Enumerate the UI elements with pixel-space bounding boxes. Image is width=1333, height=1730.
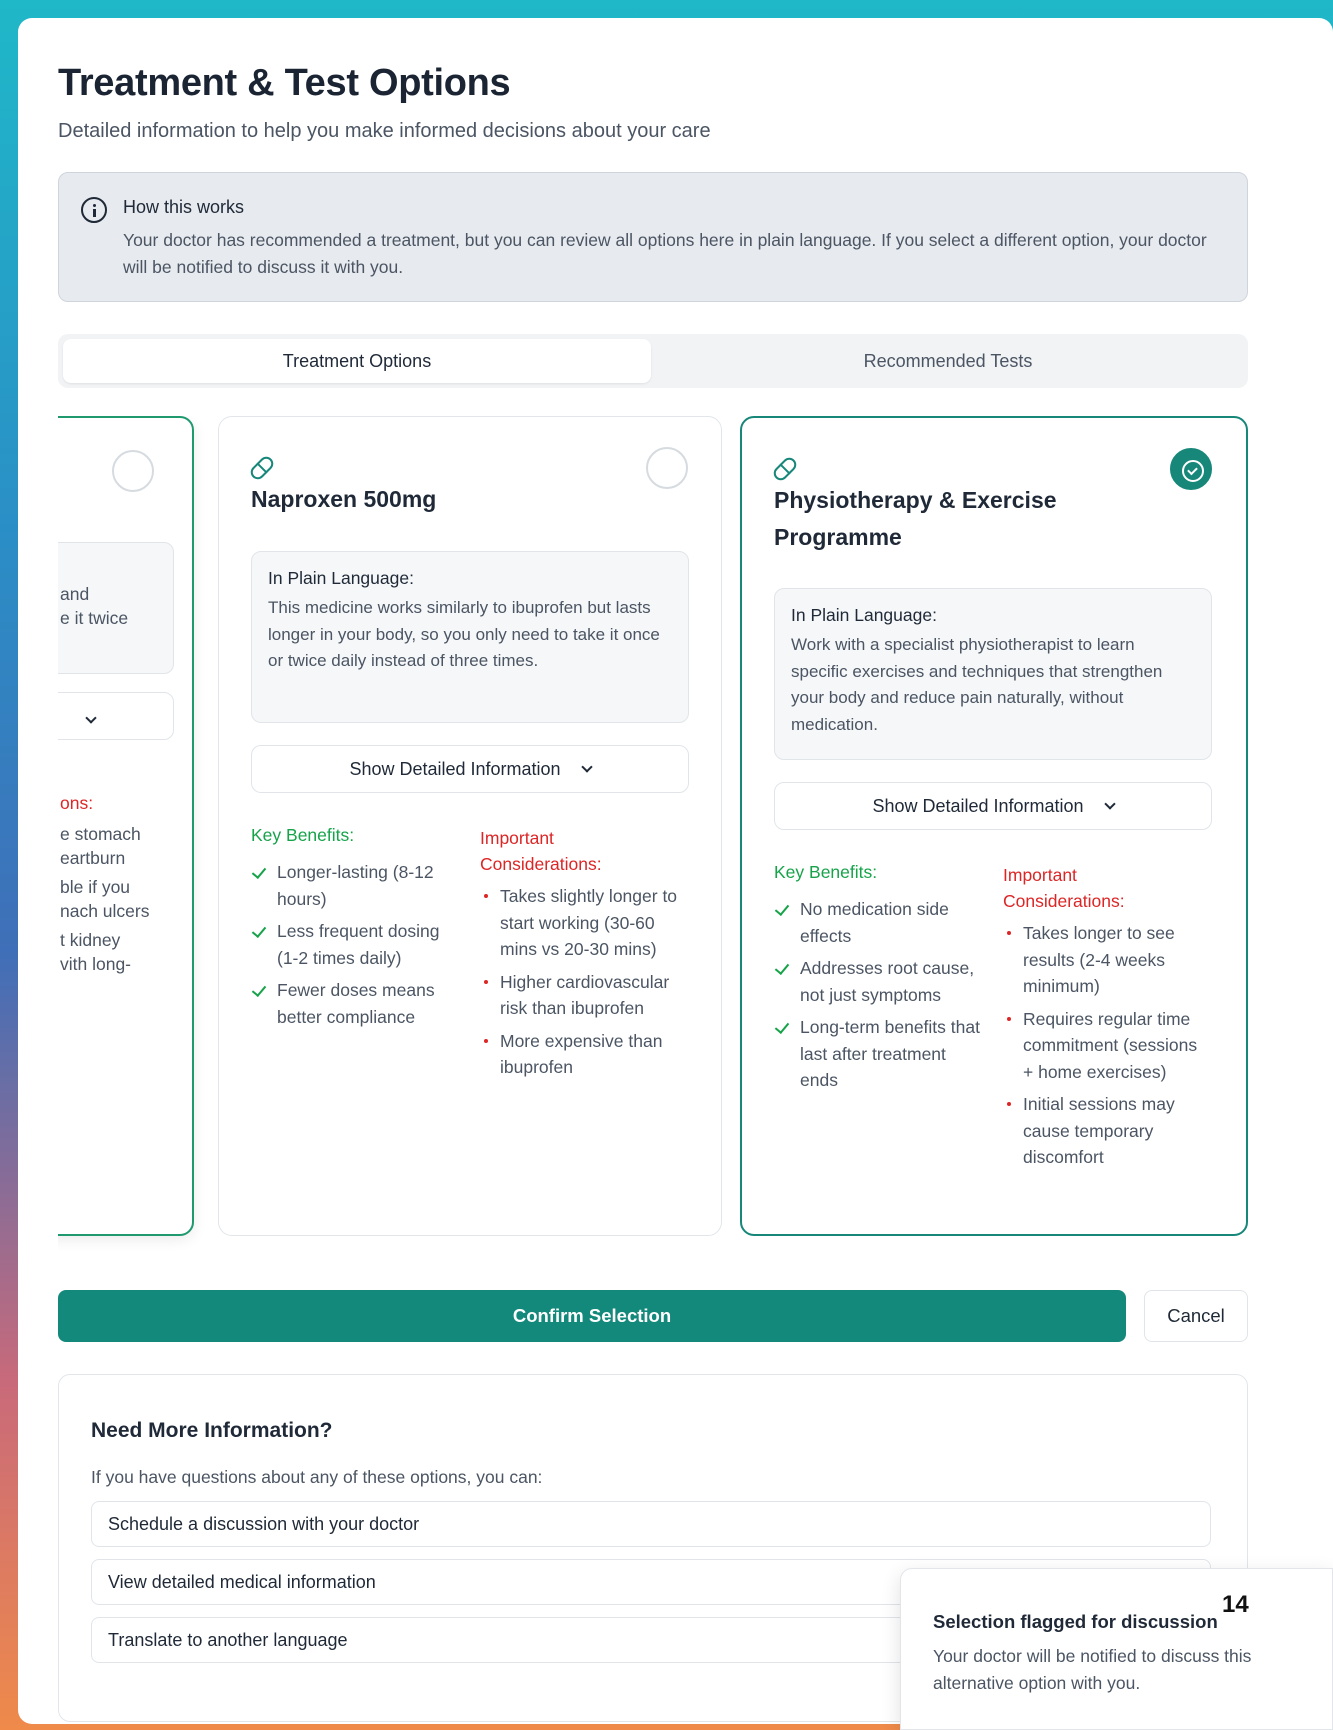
more-info-subtitle: If you have questions about any of these options, you can: bbox=[91, 1467, 543, 1487]
info-text: Your doctor has recommended a treatment, but you can review all options here in plain language. If you select a different option, your doctor will be notified to discuss it with you. bbox=[123, 230, 1207, 277]
consideration-item: Takes longer to see results (2-4 weeks minimum) bbox=[1003, 920, 1203, 1000]
toast-title: Selection flagged for discussion bbox=[933, 1611, 1218, 1632]
benefits-list bbox=[251, 859, 461, 1036]
option-radio[interactable] bbox=[112, 450, 154, 492]
main-panel bbox=[18, 18, 1333, 1724]
benefit-item: No medication side effects bbox=[774, 896, 984, 949]
plain-language-box bbox=[774, 588, 1212, 760]
toast-text: Your doctor will be notified to discuss this alternative option with you. bbox=[933, 1646, 1252, 1693]
tab-recommended-tests[interactable]: Recommended Tests bbox=[863, 350, 1033, 371]
consideration-item: Requires regular time commitment (sessions + home exercises) bbox=[1003, 1006, 1203, 1086]
show-details-button[interactable] bbox=[774, 782, 1212, 830]
schedule-discussion-button[interactable]: Schedule a discussion with your doctor bbox=[91, 1501, 1211, 1547]
option-card-naproxen[interactable] bbox=[218, 416, 722, 1236]
option-card-partial[interactable] bbox=[58, 416, 194, 1236]
info-icon bbox=[81, 197, 107, 223]
plain-language-box bbox=[251, 551, 689, 723]
benefit-item: Long-term benefits that last after treatment ends bbox=[774, 1014, 984, 1094]
plain-language-heading: In Plain Language: bbox=[791, 605, 937, 625]
benefits-heading: Key Benefits: bbox=[251, 825, 355, 845]
benefit-item: Fewer doses means better compliance bbox=[251, 977, 461, 1030]
tab-bar bbox=[58, 334, 1248, 388]
consideration-fragment: eartburn bbox=[60, 848, 126, 868]
consideration-fragment: t kidney bbox=[60, 930, 121, 950]
show-details-button[interactable] bbox=[251, 745, 689, 793]
selected-check-icon[interactable] bbox=[1170, 448, 1212, 490]
benefit-item: Longer-lasting (8-12 hours) bbox=[251, 859, 461, 912]
consideration-fragment: nach ulcers bbox=[60, 901, 150, 921]
chevron-down-icon bbox=[85, 712, 96, 723]
show-details-button[interactable] bbox=[58, 692, 174, 740]
more-info-title: Need More Information? bbox=[91, 1419, 333, 1442]
cancel-button[interactable]: Cancel bbox=[1144, 1290, 1248, 1342]
plain-language-text: This medicine works similarly to ibuprofen but lasts longer in your body, so you only need to take it once or twice daily instead of three times. bbox=[268, 598, 660, 670]
page-subtitle: Detailed information to help you make informed decisions about your care bbox=[58, 120, 711, 142]
consideration-fragment: vith long- bbox=[60, 954, 132, 974]
consideration-item: More expensive than ibuprofen bbox=[480, 1028, 692, 1081]
considerations-list bbox=[480, 883, 692, 1087]
tab-treatment-options[interactable]: Treatment Options bbox=[63, 339, 651, 383]
info-title: How this works bbox=[123, 197, 245, 217]
pill-icon bbox=[248, 454, 276, 482]
consideration-item: Higher cardiovascular risk than ibuprofen bbox=[480, 969, 692, 1022]
card-title: Physiotherapy & Exercise Programme bbox=[774, 487, 1057, 550]
option-card-physiotherapy[interactable] bbox=[740, 416, 1248, 1236]
plain-text-fragment: and bbox=[60, 584, 90, 604]
page-number: 14 bbox=[1222, 1591, 1249, 1618]
show-details-label: Show Detailed Information bbox=[349, 758, 561, 779]
benefits-heading: Key Benefits: bbox=[774, 862, 878, 882]
benefit-item: Addresses root cause, not just symptoms bbox=[774, 955, 984, 1008]
consideration-item: Takes slightly longer to start working (30-60 mins vs 20-30 mins) bbox=[480, 883, 692, 963]
benefit-item: Less frequent dosing (1-2 times daily) bbox=[251, 918, 461, 971]
considerations-heading: ons: bbox=[60, 793, 94, 813]
considerations-heading: Important Considerations: bbox=[1003, 865, 1125, 911]
consideration-fragment: ble if you bbox=[60, 877, 131, 897]
confirm-selection-button[interactable]: Confirm Selection bbox=[58, 1290, 1126, 1342]
how-it-works-box bbox=[58, 172, 1248, 302]
notification-toast bbox=[900, 1568, 1333, 1730]
pill-icon bbox=[771, 455, 799, 483]
view-medical-info-button[interactable]: View detailed medical information bbox=[91, 1559, 1211, 1605]
consideration-fragment: e stomach bbox=[60, 824, 141, 844]
plain-text-fragment: e it twice bbox=[60, 608, 129, 628]
considerations-list bbox=[1003, 920, 1203, 1177]
chevron-down-icon bbox=[1104, 798, 1115, 809]
page-title: Treatment & Test Options bbox=[58, 62, 511, 104]
chevron-down-icon bbox=[581, 761, 592, 772]
consideration-item: Initial sessions may cause temporary discomfort bbox=[1003, 1091, 1203, 1171]
plain-language-heading: In Plain Language: bbox=[268, 568, 414, 588]
plain-language-text: Work with a specialist physiotherapist to learn specific exercises and techniques that strengthen your body and reduce pain naturally, without medication. bbox=[791, 635, 1163, 734]
considerations-heading: Important Considerations: bbox=[480, 828, 602, 874]
card-title: Naproxen 500mg bbox=[251, 486, 437, 512]
translate-button[interactable]: Translate to another language bbox=[91, 1617, 1211, 1663]
cards-carousel[interactable] bbox=[58, 416, 1268, 1262]
option-radio[interactable] bbox=[646, 447, 688, 489]
benefits-list bbox=[774, 896, 984, 1100]
show-details-label: Show Detailed Information bbox=[872, 795, 1084, 816]
